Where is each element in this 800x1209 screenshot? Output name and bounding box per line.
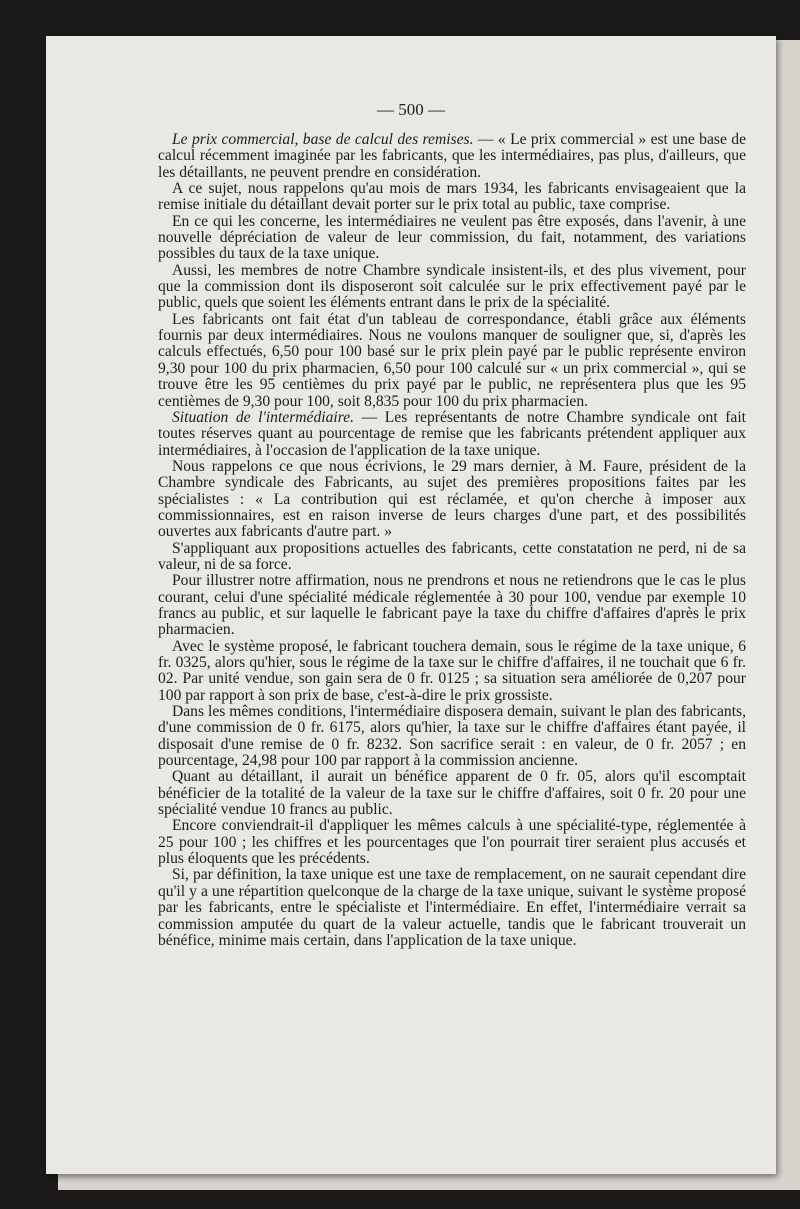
paragraph	[158, 867, 746, 949]
paragraph-text: Avec le système proposé, le fabricant touchera demain, sous le régime de la taxe unique, 6 fr. 0325, alors qu'hier, sous le régime de la taxe sur le chiffre d'affaires, il ne touchait que 6 fr. 02. Par unité vendue, son gain sera de 0 fr. 0125 ; sa situation sera améliorée de 0,207 pour 100 par rapport à son prix de base, c'est-à-dire le prix grossiste.	[158, 637, 746, 704]
paragraph	[158, 312, 746, 410]
paragraph-text: Dans les mêmes conditions, l'intermédiaire disposera demain, suivant le plan des fabricants, d'une commission de 0 fr. 6175, alors qu'hier, la taxe sur le chiffre d'affaires étant payée, il disposait d'une remise de 0 fr. 8232. Son sacrifice serait : en valeur, de 0 fr. 2057 ; en pourcentage, 24,98 pour 100 par rapport à la commission ancienne.	[158, 703, 746, 770]
page-number: — 500 —	[377, 100, 445, 119]
paragraph-text: S'appliquant aux propositions actuelles des fabricants, cette constatation ne perd, ni de sa valeur, ni de sa force.	[158, 539, 746, 573]
paragraph	[158, 573, 746, 638]
paragraph-text: Les fabricants ont fait état d'un tableau de correspondance, établi grâce aux éléments fournis par deux intermédiaires. Nous ne voulons manquer de souligner que, si, d'après les calculs effectués, 6,50 pour 100 basé sur le prix plein payé par le public représente environ 9,30 pour 100 du prix pharmacien, 6,50 pour 100 calculé sur « un prix commercial », qui se trouve être les 95 centièmes du prix payé par le public, ne représentera plus que les 95 centièmes de 9,30 pour 100, soit 8,835 pour 100 du prix pharmacien.	[158, 310, 746, 410]
paragraph-text: Aussi, les membres de notre Chambre syndicale insistent-ils, et des plus vivement, pour que la commission dont ils disposeront soit calculée sur le prix effectivement payé par le public, quels que soient les éléments entrant dans le prix de la spécialité.	[158, 261, 746, 312]
paragraph-text: Encore conviendrait-il d'appliquer les mêmes calculs à une spécialité-type, réglementée à 25 pour 100 ; les chiffres et les pourcentages que l'on pourrait tirer seraient plus accusés et plus éloquents que les précédents.	[158, 817, 746, 868]
paragraph-text: A ce sujet, nous rappelons qu'au mois de mars 1934, les fabricants envisageaient que la remise initiale du détaillant devait porter sur le prix total au public, taxe comprise.	[158, 180, 746, 214]
paragraph	[158, 410, 746, 459]
paragraph	[158, 541, 746, 574]
paragraph-text: Nous rappelons ce que nous écrivions, le 29 mars dernier, à M. Faure, président de la Chambre syndicale des Fabricants, au sujet des premières propositions faites par les spécialistes : « La contribution qui est réclamée, et qu'on cherche à imposer aux commissionnaires, est en raison inverse de leurs charges d'une part, et des possibilités ouvertes aux fabricants d'autre part. »	[158, 457, 746, 541]
paragraph-text: En ce qui les concerne, les intermédiaires ne veulent pas être exposés, dans l'avenir, à une nouvelle dépréciation de valeur de leur commission, du fait, notamment, des variations possibles du taux de la taxe unique.	[158, 212, 746, 263]
paragraph	[158, 769, 746, 818]
document-page	[46, 36, 776, 1174]
paragraph-text: — Les représentants de notre Chambre syndicale ont fait toutes réserves quant au pourcentage de remise que les fabricants prétendent appliquer aux intermédiaires, à l'occasion de l'application de la taxe unique.	[158, 408, 746, 459]
paragraph	[158, 459, 746, 541]
paragraph	[158, 263, 746, 312]
section-heading: Situation de l'intermédiaire.	[172, 408, 355, 426]
paragraph	[158, 181, 746, 214]
paragraph	[158, 639, 746, 704]
paragraph-text: Si, par définition, la taxe unique est une taxe de remplacement, on ne saurait cependant dire qu'il y a une répartition quelconque de la charge de la taxe unique, suivant le système proposé par les fabricants, entre le spécialiste et l'intermédiaire. En effet, l'intermédiaire verrait sa commission amputée du quart de la valeur actuelle, tandis que le fabricant trouverait un bénéfice, minime mais certain, dans l'application de la taxe unique.	[158, 866, 746, 949]
paragraph	[158, 214, 746, 263]
body-text	[158, 132, 746, 949]
paragraph-text: — « Le prix commercial » est une base de calcul récemment imaginée par les fabricants, que les intermédiaires, pas plus, d'ailleurs, que les détaillants, ne peuvent prendre en considération.	[158, 131, 746, 181]
paragraph-text: Quant au détaillant, il aurait un bénéfice apparent de 0 fr. 05, alors qu'il escomptait bénéficier de la totalité de la valeur de la taxe sur le chiffre d'affaires, soit 0 fr. 20 pour une spécialité vendue 10 francs au public.	[158, 768, 746, 819]
paragraph	[158, 132, 746, 181]
paragraph-text: Pour illustrer notre affirmation, nous ne prendrons et nous ne retiendrons que le cas le plus courant, celui d'une spécialité médicale réglementée à 30 pour 100, vendue par exemple 10 francs au public, et sur laquelle le fabricant paye la taxe du chiffre d'affaires d'après le prix pharmacien.	[158, 572, 746, 639]
paragraph	[158, 818, 746, 867]
paragraph	[158, 704, 746, 769]
section-heading: Le prix commercial, base de calcul des remises.	[172, 131, 474, 148]
